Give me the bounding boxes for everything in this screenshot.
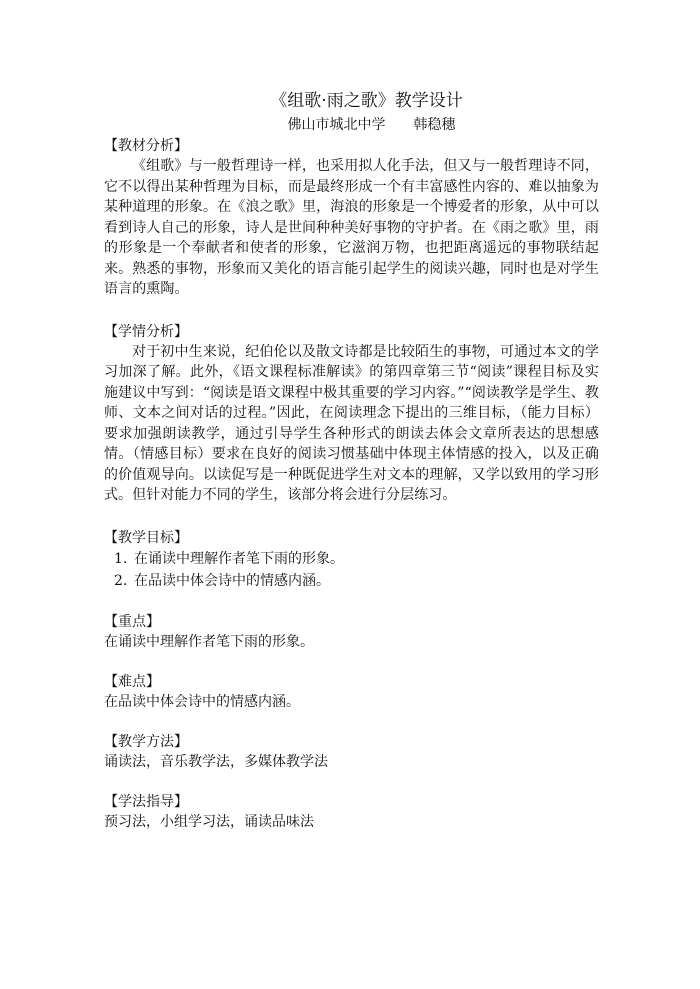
section-paragraph: 对于初中生来说，纪伯伦以及散文诗都是比较陌生的事物，可通过本文的学习加深了解。此外，《语文课程标准解读》的第四章第三节“阅读”课程目标及实施建议中写到：“阅读是语文课程中极其重要的学习内容。”“阅读教学是学生、教师、文本之间对话的过程。”因此，在阅读理念下提出的三维目标，（能力目标）要求加强朗读教学，通过引导学生各种形式的朗读去体会文章所表达的思想感情。（情感目标）要求在良好的阅读习惯基础中体现主体情感的投入，以及正确的价值观导向。以读促写是一种既促进学生对文本的理解，又学以致用的学习形式。但针对能力不同的学生，该部分将会进行分层练习。 <box>104 343 599 503</box>
list-item-number: 1. <box>114 550 128 567</box>
section-heading: 【教学方法】 <box>104 733 188 750</box>
section-key-point <box>104 612 599 652</box>
list-item <box>104 548 599 570</box>
section-heading: 【难点】 <box>104 673 160 690</box>
list-item-text: 在品读中体会诗中的情感内涵。 <box>134 572 330 589</box>
list-item <box>104 570 599 592</box>
section-heading: 【教学目标】 <box>104 529 188 546</box>
section-teaching-goals <box>104 528 599 592</box>
section-heading: 【学情分析】 <box>104 323 188 340</box>
section-heading: 【重点】 <box>104 613 160 630</box>
section-paragraph: 《组歌》与一般哲理诗一样，也采用拟人化手法，但又与一般哲理诗不同，它不以得出某种哲理为目标，而是最终形成一个有丰富感性内容的、难以抽象为某种道理的形象。在《浪之歌》里，海浪的形象是一个博爱者的形象，从中可以看到诗人自己的形象，诗人是世间种种美好事物的守护者。在《雨之歌》里，雨的形象是一个奉献者和使者的形象，它滋润万物，也把距离遥远的事物联结起来。熟悉的事物，形象而又美化的语言能引起学生的阅读兴趣，同时也是对学生语言的熏陶。 <box>104 158 599 297</box>
section-text: 在诵读中理解作者笔下雨的形象。 <box>104 633 314 650</box>
section-teaching-methods <box>104 732 599 772</box>
section-text: 在品读中体会诗中的情感内涵。 <box>104 693 300 710</box>
goals-list <box>104 548 599 592</box>
section-textbook-analysis <box>104 136 599 300</box>
list-item-number: 2. <box>114 572 128 589</box>
section-learner-analysis <box>104 322 599 506</box>
document-title: 《组歌·雨之歌》教学设计 <box>270 91 463 111</box>
section-heading: 【教材分析】 <box>104 138 188 154</box>
section-text: 诵读法，音乐教学法，多媒体教学法 <box>104 753 328 770</box>
section-heading: 【学法指导】 <box>104 793 188 810</box>
document-author: 佛山市城北中学 韩稳穗 <box>287 117 456 133</box>
section-text: 预习法，小组学习法，诵读品味法 <box>104 813 314 830</box>
section-learning-guidance <box>104 792 599 832</box>
list-item-text: 在诵读中理解作者笔下雨的形象。 <box>134 550 344 567</box>
document-page <box>104 88 599 832</box>
section-difficulty <box>104 672 599 712</box>
